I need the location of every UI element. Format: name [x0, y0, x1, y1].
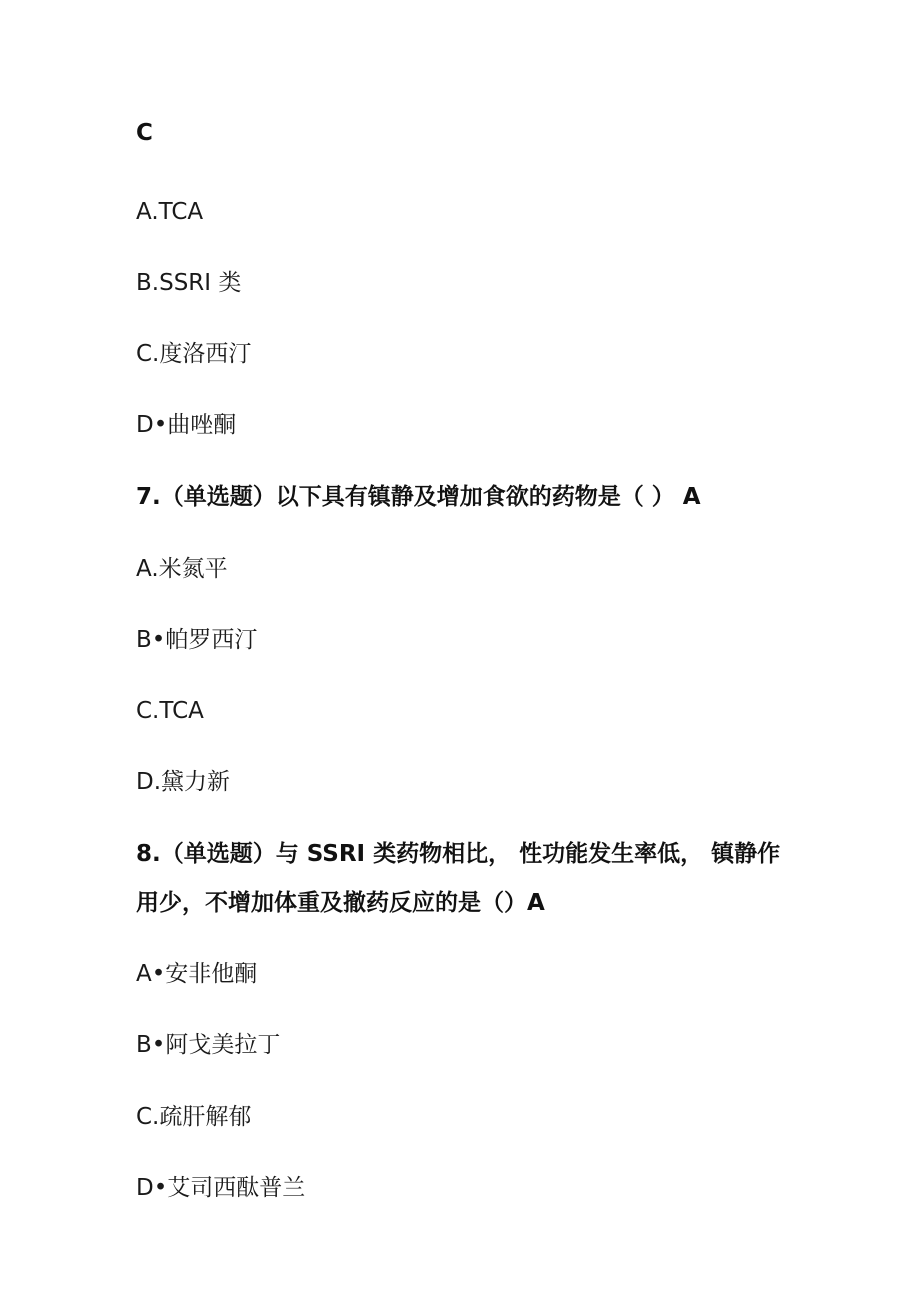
q6-option-d: D•曲唑酮: [136, 412, 237, 438]
q8-option-b: B•阿戈美拉丁: [136, 1032, 281, 1058]
q8-option-a: A•安非他酮: [136, 961, 258, 987]
q6-option-c: C.度洛西汀: [136, 341, 252, 367]
previous-answer: C: [136, 120, 153, 146]
q7-option-b: B•帕罗西汀: [136, 627, 258, 653]
q7-option-d: D.黛力新: [136, 769, 231, 795]
q7-option-c: C.TCA: [136, 698, 204, 724]
q8-question-line2: 用少，不增加体重及撤药反应的是（）A: [136, 890, 545, 916]
q7-option-a: A.米氮平: [136, 556, 228, 582]
q8-option-c: C.疏肝解郁: [136, 1104, 252, 1130]
q8-question-line1: 8.（单选题）与 SSRI 类药物相比， 性功能发生率低， 镇静作: [136, 841, 781, 867]
q6-option-a: A.TCA: [136, 199, 204, 225]
q6-option-b: B.SSRI 类: [136, 270, 242, 296]
q8-option-d: D•艾司西酞普兰: [136, 1175, 306, 1201]
q7-question: 7.（单选题）以下具有镇静及增加食欲的药物是（ ） A: [136, 484, 701, 510]
